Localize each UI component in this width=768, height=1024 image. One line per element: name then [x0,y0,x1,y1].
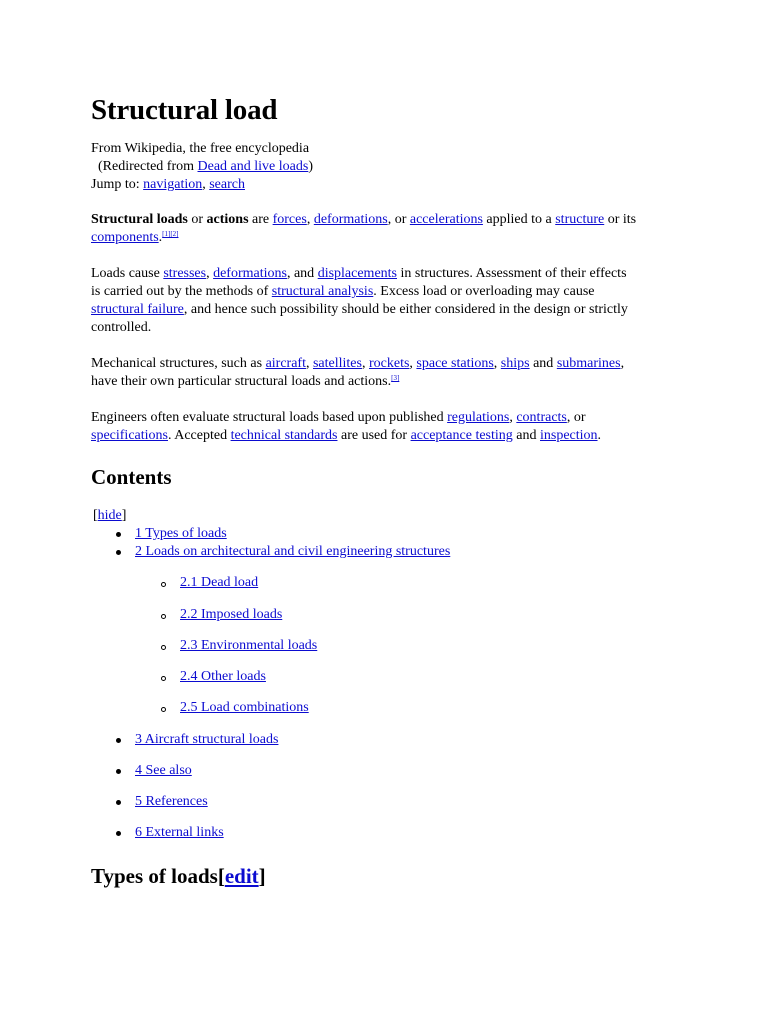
intro-paragraph-3: Mechanical structures, such as aircraft, satellites, rockets, space stations, ships and submarines, have their own particular structural loads and actions.[3] [91,356,625,389]
circle-bullet-icon [161,707,166,712]
toc-item-references[interactable]: 5 References [135,794,208,809]
toc-heading: Contents [91,465,172,489]
link-ships[interactable]: ships [500,356,530,371]
bullet-icon [116,800,121,805]
citation-1-2[interactable]: [1][2] [162,230,179,238]
toc-item-see-also[interactable]: 4 See also [135,763,192,778]
toc-item-dead-load[interactable]: 2.1 Dead load [180,575,259,590]
intro-paragraph-2: Loads cause stresses, deformations, and displacements in structures. Assessment of their effects is carried out by the methods of structural analysis. Excess load or overloading may cause structural failure, and hence such possibility should be either considered in the design or strictly controlled. [91,266,628,335]
bullet-icon [116,532,121,537]
toc-item-imposed-loads[interactable]: 2.2 Imposed loads [180,607,283,622]
link-space-stations[interactable]: space stations [416,356,494,371]
link-aircraft[interactable]: aircraft [265,356,306,371]
link-acceptance-testing[interactable]: acceptance testing [410,428,513,443]
link-forces[interactable]: forces [272,212,307,227]
circle-bullet-icon [161,582,166,587]
toc-item-load-combinations[interactable]: 2.5 Load combinations [180,700,309,715]
section-heading-types-of-loads: Types of loads[edit] [91,864,266,888]
page-title: Structural load [91,94,278,126]
site-sub: From Wikipedia, the free encyclopedia [91,141,310,156]
redirect-link[interactable]: Dead and live loads [197,159,309,174]
circle-bullet-icon [161,645,166,650]
toc-item-aircraft-structural-loads[interactable]: 3 Aircraft structural loads [135,732,279,747]
toc-hide-toggle: [hide] [93,508,127,523]
bullet-icon [116,769,121,774]
bullet-icon [116,550,121,555]
jump-search-link[interactable]: search [209,177,245,192]
link-specifications[interactable]: specifications [91,428,168,443]
intro-paragraph-4: Engineers often evaluate structural loads based upon published regulations, contracts, or specifications. Accepted technical standards are used for acceptance testing and inspection. [91,410,602,443]
citation-3[interactable]: [3] [391,374,400,382]
circle-bullet-icon [161,614,166,619]
article-meta [91,140,313,194]
intro-paragraph-1: Structural loads or actions are forces, deformations, or accelerations applied to a structure or its components.[1][2] [91,212,637,245]
circle-bullet-icon [161,676,166,681]
link-satellites[interactable]: satellites [312,356,362,371]
bullet-icon [116,831,121,836]
link-rockets[interactable]: rockets [368,356,410,371]
link-inspection[interactable]: inspection [540,428,598,443]
section-edit-link[interactable]: edit [224,864,259,888]
toc-item-loads-on-structures[interactable]: 2 Loads on architectural and civil engineering structures [135,544,451,559]
link-displacements[interactable]: displacements [317,266,397,281]
jump-to: Jump to: navigation, search [91,177,245,192]
link-structural-failure[interactable]: structural failure [91,302,184,317]
link-components[interactable]: components [91,230,159,245]
toc-hide-link[interactable]: hide [97,508,122,523]
link-contracts[interactable]: contracts [516,410,567,425]
link-deformations-2[interactable]: deformations [213,266,287,281]
toc-item-other-loads[interactable]: 2.4 Other loads [180,669,266,684]
link-deformations[interactable]: deformations [313,212,388,227]
toc-item-environmental-loads[interactable]: 2.3 Environmental loads [180,638,318,653]
toc-item-external-links[interactable]: 6 External links [135,825,224,840]
link-stresses[interactable]: stresses [163,266,207,281]
bullet-icon [116,738,121,743]
link-structure[interactable]: structure [555,212,605,227]
jump-navigation-link[interactable]: navigation [143,177,203,192]
link-accelerations[interactable]: accelerations [409,212,483,227]
redirect-notice: (Redirected from Dead and live loads) [98,159,313,174]
link-regulations[interactable]: regulations [447,410,510,425]
link-technical-standards[interactable]: technical standards [230,428,338,443]
link-structural-analysis[interactable]: structural analysis [271,284,374,299]
link-submarines[interactable]: submarines [556,356,621,371]
toc-item-types-of-loads[interactable]: 1 Types of loads [135,526,227,541]
